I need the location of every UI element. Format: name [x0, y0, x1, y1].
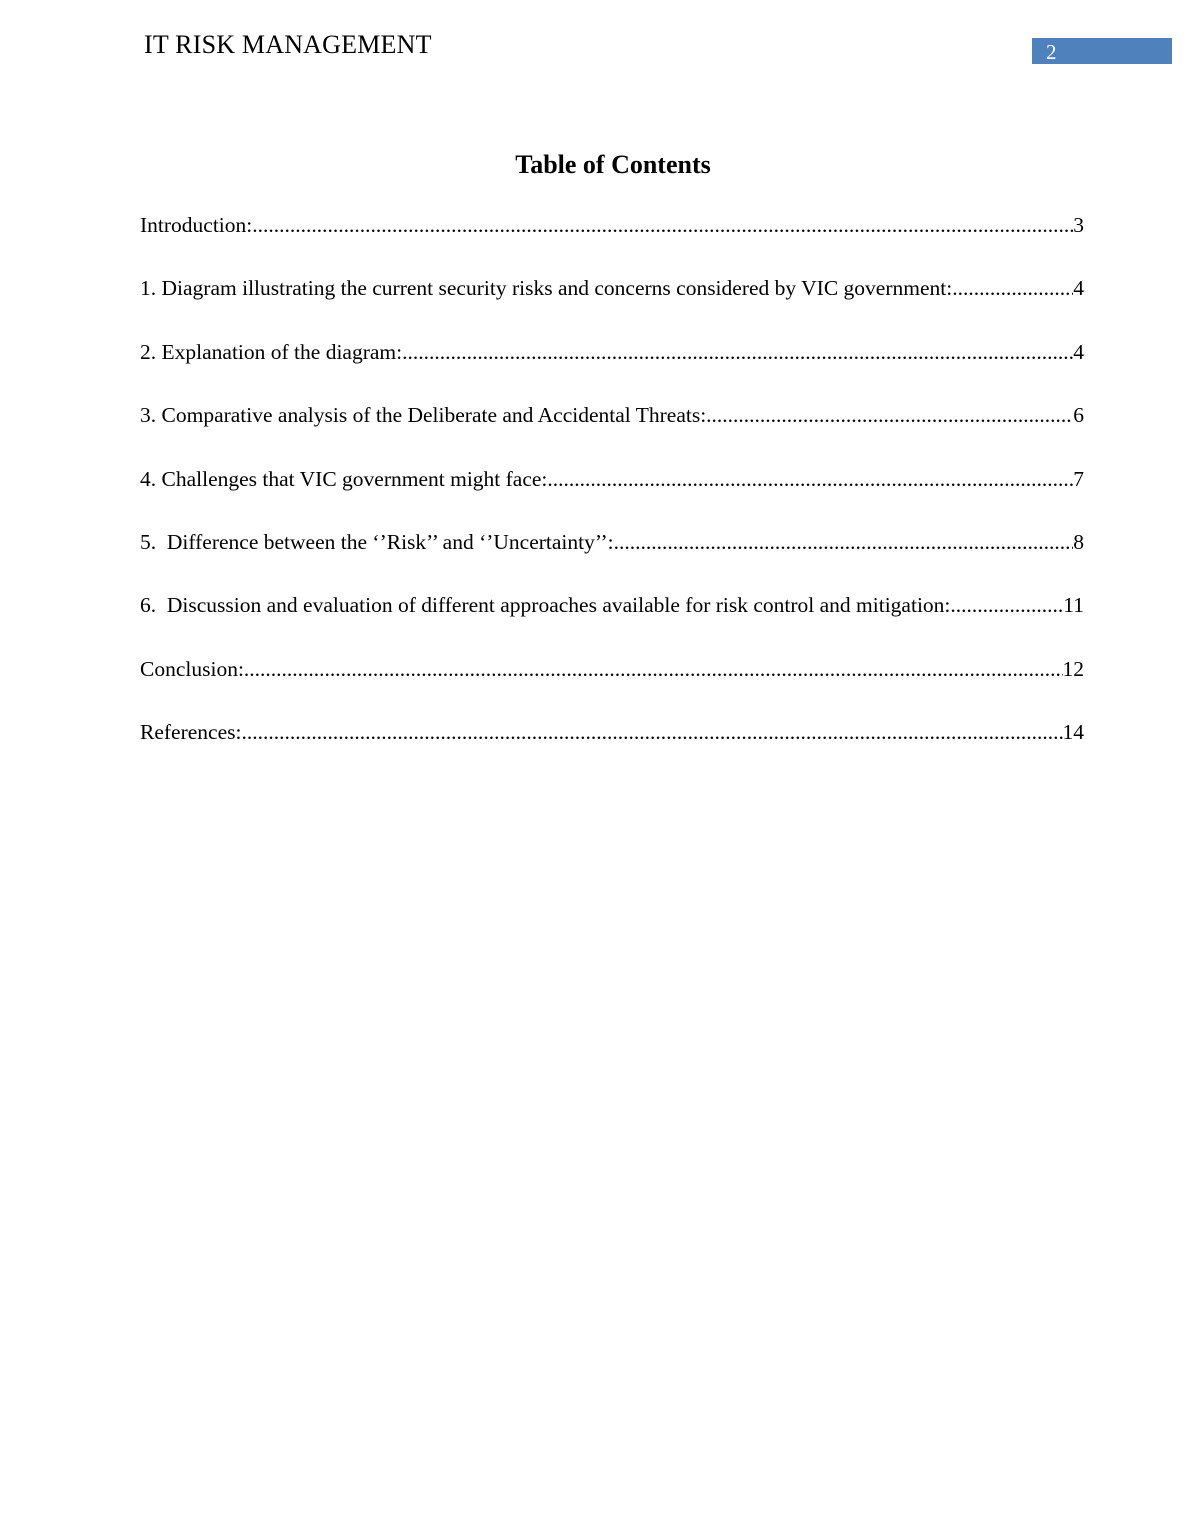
toc-entry-page: 3 — [1073, 213, 1084, 237]
toc-entry-explanation[interactable] — [140, 337, 1084, 400]
toc-entry-label: 6. Discussion and evaluation of different approaches available for risk control and mitigation: — [140, 593, 951, 618]
toc-entry-comparative-analysis[interactable] — [140, 400, 1084, 463]
toc-entry-page: 11 — [1063, 593, 1084, 618]
toc-entry-risk-control[interactable] — [140, 590, 1084, 653]
dot-leader — [547, 464, 1073, 494]
toc-entry-page: 12 — [1062, 656, 1084, 681]
toc-entry-references[interactable] — [140, 717, 1084, 780]
toc-entry-page: 14 — [1062, 720, 1084, 745]
toc-entry-label: References: — [140, 720, 242, 745]
page-number-badge — [1032, 38, 1172, 64]
toc-entry-label: Introduction: — [140, 213, 253, 237]
toc-heading: Table of Contents — [515, 150, 711, 179]
toc-entry-label: 1. Diagram illustrating the current security risks and concerns considered by VIC government: — [140, 276, 953, 301]
toc-entry-diagram[interactable] — [140, 273, 1084, 336]
dot-leader — [241, 717, 1062, 747]
toc-entry-label: Conclusion: — [140, 656, 244, 681]
dot-leader — [952, 273, 1073, 303]
toc-entry-page: 6 — [1073, 403, 1084, 428]
toc-entry-label: 3. Comparative analysis of the Deliberate and Accidental Threats: — [140, 403, 707, 428]
toc-entry-page: 8 — [1073, 529, 1084, 554]
toc-entry-page: 7 — [1073, 466, 1084, 491]
dot-leader — [252, 210, 1073, 240]
toc-entry-introduction[interactable] — [140, 210, 1084, 273]
toc-entry-risk-uncertainty[interactable] — [140, 527, 1084, 590]
toc-list — [140, 210, 1084, 781]
dot-leader — [706, 400, 1073, 430]
page-number: 2 — [1046, 40, 1057, 64]
dot-leader — [950, 590, 1063, 620]
dot-leader — [402, 337, 1073, 367]
running-header-title: IT RISK MANAGEMENT — [144, 30, 432, 59]
dot-leader — [614, 527, 1074, 557]
toc-entry-challenges[interactable] — [140, 464, 1084, 527]
toc-entry-page: 4 — [1073, 276, 1084, 301]
dot-leader — [244, 654, 1063, 684]
toc-entry-label: 2. Explanation of the diagram: — [140, 339, 403, 364]
toc-entry-conclusion[interactable] — [140, 654, 1084, 717]
toc-entry-page: 4 — [1073, 339, 1084, 364]
toc-entry-label: 4. Challenges that VIC government might face: — [140, 466, 548, 491]
toc-entry-label: 5. Difference between the ‘’Risk’’ and ‘’Uncertainty’’: — [140, 529, 614, 554]
